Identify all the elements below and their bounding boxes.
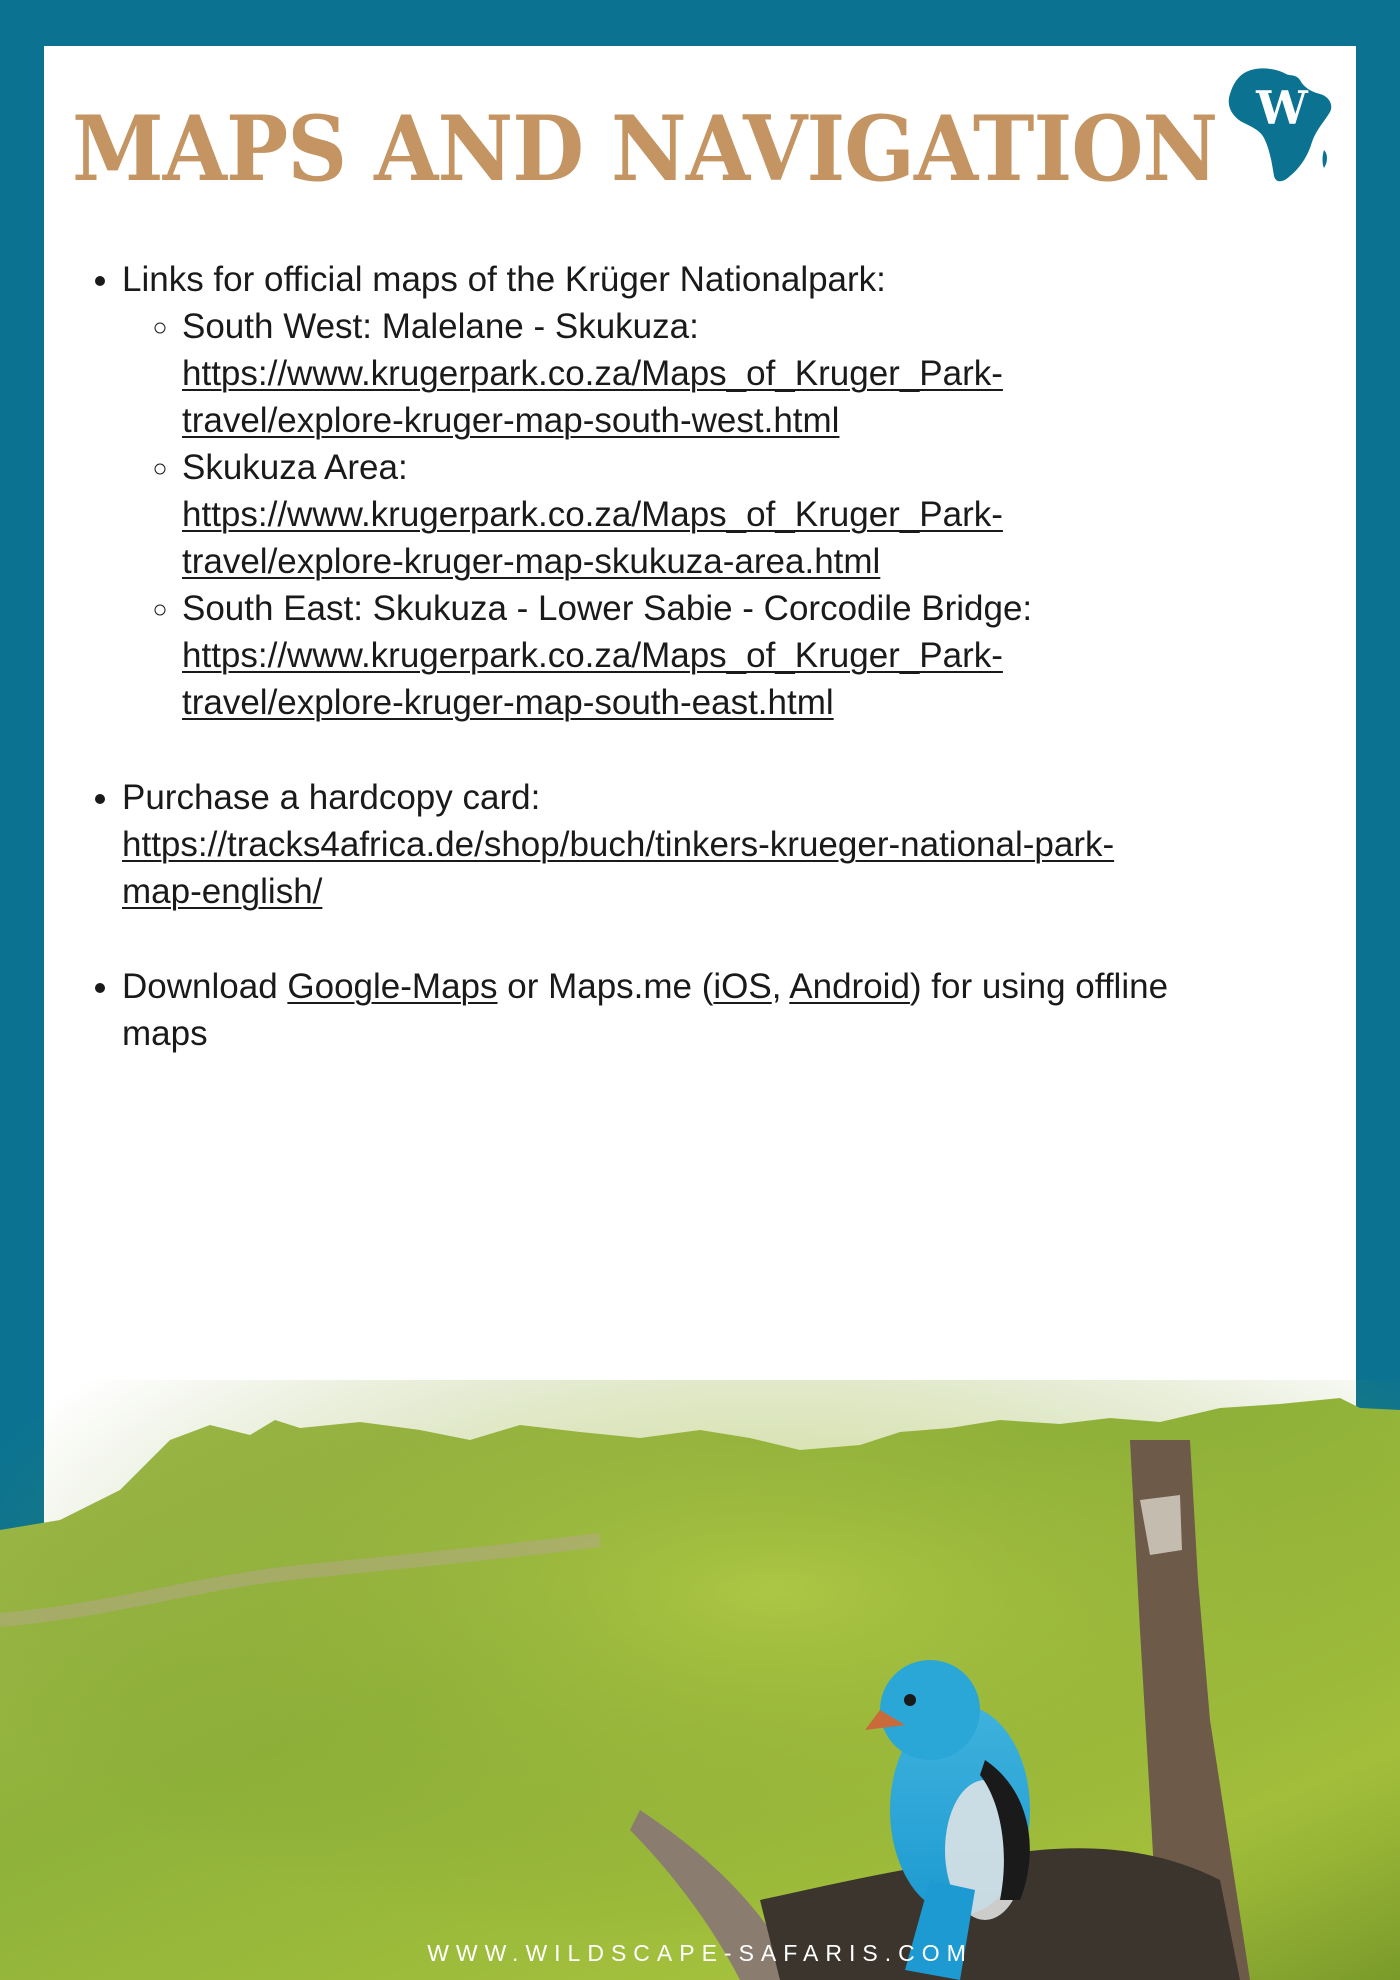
logo-letter: W: [1256, 81, 1308, 135]
skukuza-area-label: Skukuza Area:: [182, 448, 408, 487]
google-maps-link[interactable]: Google-Maps: [287, 967, 498, 1006]
content-list: [44, 256, 1334, 1105]
android-link[interactable]: Android: [789, 967, 910, 1006]
list-item-official-maps: [122, 256, 1334, 726]
purchase-link[interactable]: https://tracks4africa.de/shop/buch/tinkers-krueger-national-park- map-english/: [122, 825, 1115, 911]
footer-website-url[interactable]: WWW.WILDSCAPE-SAFARIS.COM: [427, 1940, 973, 1966]
south-east-label: South East: Skukuza - Lower Sabie - Corcodile Bridge:: [182, 589, 1033, 628]
africa-logo-icon: [1224, 64, 1336, 188]
south-west-label: South West: Malelane - Skukuza:: [182, 307, 699, 346]
south-east-link[interactable]: https://www.krugerpark.co.za/Maps_of_Kruger_Park- travel/explore-kruger-map-south-east.html: [182, 636, 1003, 722]
sub-item-skukuza-area: [182, 444, 1334, 585]
south-west-link[interactable]: https://www.krugerpark.co.za/Maps_of_Kruger_Park- travel/explore-kruger-map-south-west.html: [182, 354, 1003, 440]
purchase-label: Purchase a hardcopy card:: [122, 778, 541, 817]
official-maps-label: Links for official maps of the Krüger Nationalpark:: [122, 260, 886, 299]
sub-item-south-west: [182, 303, 1334, 444]
sub-item-south-east: [182, 585, 1334, 726]
ios-link[interactable]: iOS: [713, 967, 772, 1006]
list-item-purchase: [122, 774, 1334, 915]
skukuza-area-link[interactable]: https://www.krugerpark.co.za/Maps_of_Kruger_Park- travel/explore-kruger-map-skukuza-area.html: [182, 495, 1003, 581]
kingfisher-photo: [0, 1380, 1400, 1980]
list-item-download: • Download Google-Maps or Maps.me (iOS, Android) for using offline maps: [122, 963, 1334, 1057]
page-title: MAPS AND NAVIGATION: [72, 96, 1218, 202]
